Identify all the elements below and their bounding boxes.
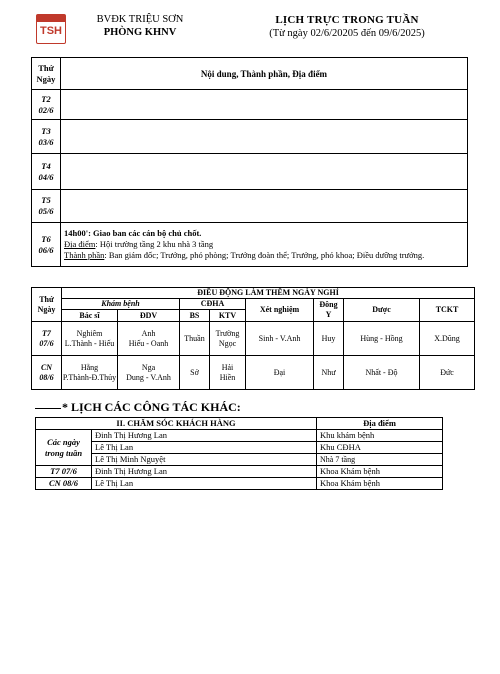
ktv-line-1: Hải	[221, 362, 234, 372]
bac-si-cell	[62, 322, 118, 356]
bac-si-line-2: L.Thành - Hiếu	[64, 338, 115, 348]
customer-care-table	[35, 417, 443, 490]
date-label: 06/6	[38, 244, 54, 255]
ktv-line-2: Hiền	[219, 372, 236, 382]
table-row	[32, 190, 468, 223]
date-label: 05/6	[38, 206, 54, 216]
table-header-row	[32, 58, 468, 90]
date-label: 08/6	[39, 372, 54, 382]
content-cell	[61, 154, 468, 190]
table-row	[36, 454, 443, 466]
name-cell: Lê Thị Lan	[92, 478, 317, 490]
table-row	[32, 356, 475, 390]
ddv-line-2: Hiếu - Oanh	[128, 338, 169, 348]
bac-si-line-1: Nghiêm	[76, 328, 103, 338]
dong-y-cell: Như	[314, 356, 344, 390]
bac-si-header: Bác sĩ	[62, 310, 118, 322]
place-cell: Khoa Khám bệnh	[317, 478, 443, 490]
group-label-2: trong tuần	[44, 447, 83, 458]
content-cell	[61, 223, 468, 267]
table-row	[32, 223, 468, 267]
name-cell: Đinh Thị Hương Lan	[92, 430, 317, 442]
place-cell: Khu khám bệnh	[317, 430, 443, 442]
day-cell	[32, 322, 62, 356]
col-day-label-1: Thứ	[38, 62, 54, 73]
dong-y-cell: Huy	[314, 322, 344, 356]
ddv-cell	[118, 356, 180, 390]
org-name: BVĐK TRIỆU SƠN	[96, 14, 184, 25]
place-label: Địa điểm	[64, 239, 96, 249]
dong-y-header	[314, 299, 344, 322]
place-cell: Nhà 7 tầng	[317, 454, 443, 466]
table-row	[36, 430, 443, 442]
bac-si-line-1: Hằng	[80, 362, 99, 372]
day-cell	[32, 90, 61, 120]
hospital-logo	[36, 14, 66, 44]
logo-band	[37, 15, 65, 22]
tckt-cell: Đức	[420, 356, 475, 390]
day-cell: T7 07/6	[36, 466, 92, 478]
ddv-line-1: Anh	[141, 328, 156, 338]
weekly-schedule-table	[31, 57, 468, 267]
day-label: T6	[41, 233, 51, 244]
date-label: 03/6	[38, 136, 54, 147]
duoc-cell: Nhất - Độ	[344, 356, 420, 390]
group-label-cell	[36, 430, 92, 466]
table-row	[36, 466, 443, 478]
xet-nghiem-cell: Sinh - V.Anh	[246, 322, 314, 356]
content-cell	[61, 90, 468, 120]
table-row	[32, 90, 468, 120]
day-label: CN	[40, 362, 53, 372]
duty-header-row-2	[32, 299, 475, 310]
ddv-line-2: Dung - V.Anh	[126, 372, 171, 382]
ktv-cell	[210, 322, 246, 356]
date-label: 02/6	[38, 104, 54, 115]
table-row	[36, 478, 443, 490]
bac-si-line-2: P.Thành-Đ.Thủy	[62, 372, 117, 382]
day-label: T7	[42, 328, 51, 338]
bs-header: BS	[180, 310, 210, 322]
day-cell	[32, 223, 61, 267]
holiday-duty-table	[31, 287, 475, 390]
event-members	[64, 250, 464, 261]
ktv-header: KTV	[210, 310, 246, 322]
place-cell: Khoa Khám bệnh	[317, 466, 443, 478]
col-content-header: Nội dung, Thành phần, Địa điểm	[61, 58, 468, 90]
date-label: 07/6	[39, 338, 54, 348]
xet-nghiem-cell: Đại	[246, 356, 314, 390]
table-row	[32, 322, 475, 356]
col-day-label-2: Ngày	[36, 73, 56, 84]
day-cell	[32, 356, 62, 390]
col-day-label-1: Thứ	[39, 294, 54, 304]
ddv-cell	[118, 322, 180, 356]
event-place	[64, 239, 464, 250]
tckt-header: TCKT	[420, 299, 475, 322]
name-cell: Đinh Thị Hương Lan	[92, 466, 317, 478]
members-label: Thành phần	[64, 250, 105, 260]
bs-cell: Thuần	[180, 322, 210, 356]
day-cell	[32, 120, 61, 154]
duty-section-title: ĐIỀU ĐỘNG LÀM THÊM NGÀY NGHỈ	[62, 288, 475, 299]
other-section-title: * LỊCH CÁC CÔNG TÁC KHÁC:	[62, 400, 241, 414]
ktv-cell	[210, 356, 246, 390]
section-rule	[35, 408, 61, 409]
page-title: LỊCH TRỰC TRONG TUẦN	[275, 14, 419, 26]
content-cell	[61, 190, 468, 223]
group-label-1: Các ngày	[47, 436, 80, 447]
ddv-line-1: Nga	[141, 362, 156, 372]
bac-si-cell	[62, 356, 118, 390]
cdha-header: CĐHA	[180, 299, 246, 310]
col-day-header	[32, 58, 61, 90]
col-day-header	[32, 288, 62, 322]
day-label: T5	[41, 195, 51, 205]
department-name: PHÒNG KHNV	[103, 27, 177, 38]
place-cell: Khu CĐHA	[317, 442, 443, 454]
day-cell	[32, 154, 61, 190]
date-range: (Từ ngày 02/6/20205 đến 09/6/2025)	[269, 28, 425, 39]
xet-nghiem-header: Xét nghiệm	[246, 299, 314, 322]
table-header-row	[36, 418, 443, 430]
duoc-header: Dược	[344, 299, 420, 322]
name-cell: Lê Thị Minh Nguyệt	[92, 454, 317, 466]
date-label: 04/6	[38, 171, 54, 182]
section-header: II. CHĂM SÓC KHÁCH HÀNG	[36, 418, 317, 430]
day-label: T3	[41, 125, 51, 136]
col-day-label-2: Ngày	[37, 304, 56, 314]
ktv-line-1: Trường	[215, 328, 240, 338]
day-cell: CN 08/6	[36, 478, 92, 490]
event-title: 14h00': Giao ban các cán bộ chủ chốt.	[64, 228, 202, 238]
dong-y-label-2: Y	[325, 310, 332, 319]
logo-text: TSH	[40, 25, 62, 37]
members-value: : Ban giám đốc; Trưởng, phó phòng; Trưởng đoàn thể; Trưởng, phó khoa; Điều dưỡng trưởng.	[104, 250, 425, 260]
day-cell	[32, 190, 61, 223]
place-header: Địa điểm	[317, 418, 443, 430]
table-row	[32, 154, 468, 190]
content-cell	[61, 120, 468, 154]
kham-benh-header: Khám bệnh	[62, 299, 180, 310]
table-row	[32, 120, 468, 154]
duty-header-row-1	[32, 288, 475, 299]
dong-y-label-1: Đông	[319, 300, 338, 309]
day-label: T4	[41, 160, 51, 171]
ktv-line-2: Ngọc	[218, 338, 237, 348]
table-row	[36, 442, 443, 454]
duoc-cell: Hùng - Hồng	[344, 322, 420, 356]
ddv-header: ĐDV	[118, 310, 180, 322]
name-cell: Lê Thị Lan	[92, 442, 317, 454]
place-value: : Hội trường tầng 2 khu nhà 3 tầng	[95, 239, 214, 249]
day-label: T2	[41, 93, 51, 104]
tckt-cell: X.Dũng	[420, 322, 475, 356]
bs-cell: Sở	[180, 356, 210, 390]
